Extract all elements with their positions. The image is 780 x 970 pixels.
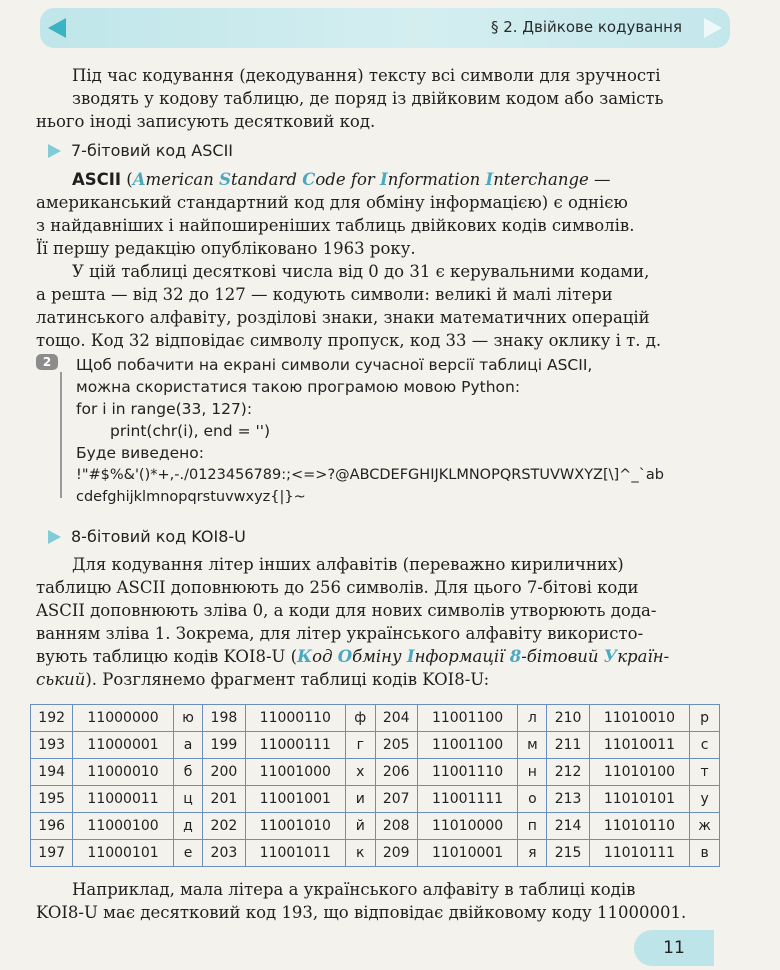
running-header <box>40 8 730 48</box>
ascii-paragraph: ASCII (American Standard Code for Information Interchange — американський стандартний код для обміну інформацією) є однією з найдавніших і найпоширеніших таблиць двійкових кодів символів. Її першу редакцію опубліковано 1963 року. <box>36 170 635 258</box>
binary-cell: 11001100 <box>417 705 517 732</box>
binary-cell: 11010100 <box>589 759 689 786</box>
table-row <box>31 786 720 813</box>
binary-cell: 11000111 <box>245 732 345 759</box>
char-cell: у <box>690 786 720 813</box>
binary-cell: 11001010 <box>245 813 345 840</box>
decimal-cell: 211 <box>547 732 589 759</box>
char-cell: г <box>346 732 376 759</box>
char-cell: ю <box>173 705 202 732</box>
decimal-cell: 215 <box>547 840 589 867</box>
section-arrow-icon <box>48 144 61 158</box>
binary-cell: 11010101 <box>589 786 689 813</box>
example-bar <box>60 372 62 498</box>
decimal-cell: 199 <box>203 732 245 759</box>
binary-cell: 11000100 <box>73 813 173 840</box>
char-cell: ж <box>690 813 720 840</box>
char-cell: б <box>173 759 202 786</box>
decimal-cell: 204 <box>375 705 417 732</box>
binary-cell: 11010000 <box>417 813 517 840</box>
example-block: Щоб побачити на екрані символи сучасної версії таблиці ASCII, можна скористатися такою програмою мовою Python: for i in range(33, 127): print(chr(i), end = '') Буде виведено: !"#$%&'()*+,-./0123456789:;<=>?@ABCDEFGHIJKLMNOPQRSTUVWXYZ[\]^_`ab cdefghijklmnopqrstuvwxyz{|}~ <box>76 354 726 508</box>
char-cell: е <box>173 840 202 867</box>
decimal-cell: 202 <box>203 813 245 840</box>
example-conclusion-paragraph: Наприклад, мала літера а українського алфавіту в таблиці кодів KOI8-U має десятковий код 193, що відповідає двійковому коду 11000001. <box>36 880 687 922</box>
decimal-cell: 213 <box>547 786 589 813</box>
decimal-cell: 205 <box>375 732 417 759</box>
binary-cell: 11000000 <box>73 705 173 732</box>
code-line-1: for i in range(33, 127): <box>76 400 253 418</box>
binary-cell: 11010110 <box>589 813 689 840</box>
binary-cell: 11000110 <box>245 705 345 732</box>
section-arrow-icon <box>48 530 61 544</box>
char-cell: п <box>518 813 547 840</box>
example-number-badge: 2 <box>36 354 58 370</box>
char-cell: м <box>518 732 547 759</box>
decimal-cell: 206 <box>375 759 417 786</box>
table-row <box>31 705 720 732</box>
char-cell: и <box>346 786 376 813</box>
decimal-cell: 209 <box>375 840 417 867</box>
binary-cell: 11001111 <box>417 786 517 813</box>
decimal-cell: 197 <box>31 840 73 867</box>
decimal-cell: 208 <box>375 813 417 840</box>
section-heading-koi8: 8-бітовий код KOI8-U <box>48 527 246 546</box>
binary-cell: 11000101 <box>73 840 173 867</box>
char-cell: а <box>173 732 202 759</box>
koi8-code-table <box>30 704 720 867</box>
char-cell: о <box>518 786 547 813</box>
binary-cell: 11001100 <box>417 732 517 759</box>
char-cell: с <box>690 732 720 759</box>
binary-cell: 11001000 <box>245 759 345 786</box>
char-cell: л <box>518 705 547 732</box>
next-triangle-icon <box>704 18 722 38</box>
binary-cell: 11000010 <box>73 759 173 786</box>
binary-cell: 11001001 <box>245 786 345 813</box>
char-cell: й <box>346 813 376 840</box>
char-cell: р <box>690 705 720 732</box>
binary-cell: 11010010 <box>589 705 689 732</box>
decimal-cell: 203 <box>203 840 245 867</box>
char-cell: ф <box>346 705 376 732</box>
header-title: § 2. Двійкове кодування <box>490 18 682 36</box>
decimal-cell: 200 <box>203 759 245 786</box>
binary-cell: 11001110 <box>417 759 517 786</box>
char-cell: в <box>690 840 720 867</box>
prev-triangle-icon <box>48 18 66 38</box>
char-cell: т <box>690 759 720 786</box>
table-row <box>31 759 720 786</box>
output-line-1: !"#$%&'()*+,-./0123456789:;<=>?@ABCDEFGHIJKLMNOPQRSTUVWXYZ[\]^_`ab <box>76 467 664 483</box>
decimal-cell: 198 <box>203 705 245 732</box>
decimal-cell: 214 <box>547 813 589 840</box>
binary-cell: 11010011 <box>589 732 689 759</box>
section-heading-ascii: 7-бітовий код ASCII <box>48 141 233 160</box>
decimal-cell: 194 <box>31 759 73 786</box>
decimal-cell: 192 <box>31 705 73 732</box>
control-codes-paragraph: У цій таблиці десяткові числа від 0 до 31 є керувальними кодами, а решта — від 32 до 127 — кодують символи: великі й малі літери латинського алфавіту, розділові знаки, знаки математичних операцій тощо. Код 32 відповідає символу пропуск, код 33 — знаку оклику і т. д. <box>36 262 662 350</box>
char-cell: х <box>346 759 376 786</box>
char-cell: д <box>173 813 202 840</box>
table-row <box>31 813 720 840</box>
char-cell: я <box>518 840 547 867</box>
decimal-cell: 201 <box>203 786 245 813</box>
decimal-cell: 193 <box>31 732 73 759</box>
page-number: 11 <box>634 930 714 966</box>
table-row <box>31 732 720 759</box>
koi8-paragraph: Для кодування літер інших алфавітів (переважно кириличних) таблицю ASCII доповнюють до 256 символів. Для цього 7-бітові коди ASCII доповнюють зліва 0, а коди для нових символів утворюють дода- ванням зліва 1. Зокрема, для літер українського алфавіту використо- вують таблицю кодів KOI8-U (Код Обміну Інформації 8-бітовий Україн- ський). Розглянемо фрагмент таблиці кодів KOI8-U: <box>36 555 670 689</box>
char-cell: ц <box>173 786 202 813</box>
binary-cell: 11000001 <box>73 732 173 759</box>
intro-paragraph: Під час кодування (декодування) тексту всі символи для зручності зводять у кодову таблицю, де поряд із двійковим кодом або замість нього іноді записують десятковий код. <box>36 66 664 131</box>
decimal-cell: 207 <box>375 786 417 813</box>
binary-cell: 11010001 <box>417 840 517 867</box>
binary-cell: 11010111 <box>589 840 689 867</box>
output-line-2: cdefghijklmnopqrstuvwxyz{|}~ <box>76 489 306 505</box>
binary-cell: 11000011 <box>73 786 173 813</box>
char-cell: н <box>518 759 547 786</box>
code-line-2: print(chr(i), end = '') <box>110 422 271 440</box>
char-cell: к <box>346 840 376 867</box>
binary-cell: 11001011 <box>245 840 345 867</box>
decimal-cell: 196 <box>31 813 73 840</box>
decimal-cell: 210 <box>547 705 589 732</box>
decimal-cell: 195 <box>31 786 73 813</box>
table-row <box>31 840 720 867</box>
decimal-cell: 212 <box>547 759 589 786</box>
